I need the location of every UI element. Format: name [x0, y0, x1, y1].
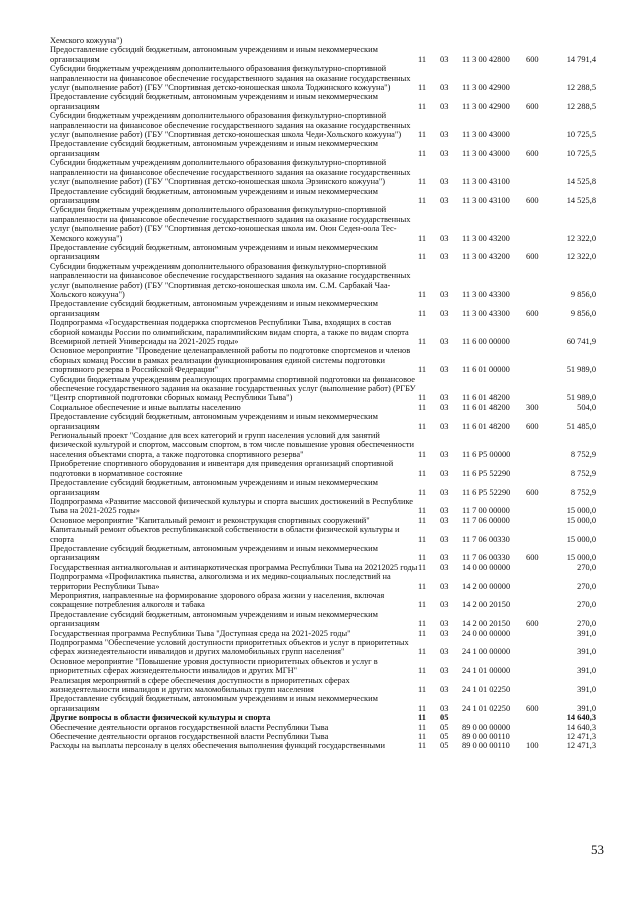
row-section-code: 11 [418, 666, 427, 676]
row-amount: 9 856,0 [570, 308, 596, 318]
table-row [50, 610, 596, 629]
table-row [50, 563, 596, 572]
row-section-code: 11 [418, 741, 427, 751]
row-amount: 51 485,0 [566, 421, 596, 431]
row-section-code: 11 [418, 600, 427, 610]
row-name: Подпрограмма «Государственная поддержка спортсменов Республики Тыва, входящих в состав сборной команды России по олимпийским, паралимпийским видам спорта, а также по видам спорта Всемирной летней Универсиады на 2021-2025 годы» [50, 318, 409, 346]
table-row [50, 544, 596, 563]
row-expense-type-code [526, 431, 550, 459]
table-row [50, 516, 596, 525]
row-name: Подпрограмма «Профилактика пьянства, алкоголизма и их медико-социальных последствий на территории Республики Тыва» [50, 572, 391, 591]
row-name: Предоставление субсидий бюджетным, автономным учреждениям и иным некоммерческим организациям [50, 694, 378, 713]
row-amount: 391,0 [577, 703, 596, 713]
row-expense-type-code [526, 516, 550, 525]
row-subsection-code: 03 [440, 393, 449, 403]
row-amount [550, 36, 596, 45]
row-amount: 14 640,3 [566, 722, 596, 732]
row-name: Предоставление субсидий бюджетным, автономным учреждениям и иным некоммерческим организациям [50, 45, 378, 64]
row-target-article-code: 11 6 P5 00000 [462, 449, 511, 459]
row-name: Субсидии бюджетным учреждениям дополнительного образования физкультурно-спортивной направленности на финансовое обеспечение государственного задания на оказание государственных услуг (выполнение работ) (ГБУ "Спортивная детско-юношеская школа им. С.М. Сарбакай Чаа-Хольского кожууна") [50, 261, 411, 299]
row-subsection-code: 03 [440, 600, 449, 610]
row-name: Подпрограмма "Обеспечение условий доступности приоритетных объектов и услуг в приоритетных сферах жизнедеятельности инвалидов и других маломобильных групп населения" [50, 638, 409, 657]
table-row [50, 45, 596, 64]
row-name: Капитальный ремонт объектов республиканской собственности в области физической культуры и спорта [50, 525, 400, 544]
row-amount: 14 525,8 [566, 177, 596, 187]
row-subsection-code [440, 36, 462, 45]
row-subsection-code: 03 [440, 468, 449, 478]
row-name: Предоставление субсидий бюджетным, автономным учреждениям и иным некоммерческим организациям [50, 543, 378, 563]
row-target-article-code: 11 7 06 00330 [462, 534, 510, 544]
row-expense-type-code [526, 676, 550, 695]
row-subsection-code: 03 [440, 506, 449, 516]
row-expense-type-code [526, 713, 550, 722]
row-section-code: 11 [418, 289, 427, 299]
row-name: Основное мероприятие "Повышение уровня доступности приоритетных объектов и услуг в приоритетных сферах жизнедеятельности инвалидов и других МГН" [50, 656, 378, 676]
row-target-article-code: 11 3 00 43300 [462, 308, 510, 318]
row-expense-type-code [526, 346, 550, 374]
row-subsection-code: 03 [440, 337, 449, 346]
table-row [50, 64, 596, 92]
row-expense-type-code [526, 629, 550, 638]
row-amount: 270,0 [577, 581, 596, 591]
row-section-code: 11 [418, 703, 427, 713]
row-section-code: 11 [418, 534, 427, 544]
table-body [50, 36, 596, 751]
row-amount: 14 640,3 [566, 713, 596, 723]
row-amount: 14 791,4 [566, 54, 596, 64]
row-section-code: 11 [418, 393, 427, 403]
row-subsection-code: 05 [440, 732, 449, 742]
row-expense-type-code: 600 [526, 703, 539, 713]
row-target-article-code: 11 6 01 00000 [462, 365, 510, 375]
row-amount: 270,0 [577, 600, 596, 610]
row-amount: 15 000,0 [566, 553, 596, 563]
row-subsection-code: 03 [440, 252, 449, 262]
row-target-article-code: 11 3 00 43100 [462, 177, 510, 187]
row-expense-type-code [526, 205, 550, 243]
row-subsection-code: 03 [440, 195, 449, 205]
row-target-article-code: 11 3 00 43200 [462, 252, 510, 262]
row-target-article-code: 11 6 01 48200 [462, 402, 510, 412]
row-target-article-code: 11 7 06 00000 [462, 515, 510, 525]
row-subsection-code: 03 [440, 233, 449, 243]
row-amount: 8 752,9 [570, 468, 596, 478]
row-amount: 12 471,3 [566, 732, 596, 742]
row-amount: 10 725,5 [566, 130, 596, 140]
row-expense-type-code: 600 [526, 148, 539, 158]
row-target-article-code: 89 0 00 00110 [462, 741, 510, 751]
row-name: Предоставление субсидий бюджетным, автономным учреждениям и иным некоммерческим организациям [50, 478, 378, 497]
row-name: Государственная антиалкогольная и антинаркотическая программа Республики Тыва на 20212025 годы [50, 562, 418, 572]
table-row [50, 299, 596, 318]
row-subsection-code: 03 [440, 703, 449, 713]
row-subsection-code: 05 [440, 722, 449, 732]
row-section-code: 11 [418, 515, 427, 525]
row-expense-type-code: 600 [526, 308, 539, 318]
row-section-code: 11 [418, 722, 427, 732]
row-section-code: 11 [418, 506, 427, 516]
table-row [50, 525, 596, 544]
table-row [50, 111, 596, 139]
row-subsection-code: 03 [440, 534, 449, 544]
row-section-code: 11 [418, 101, 427, 111]
row-target-article-code: 14 0 00 00000 [462, 562, 511, 572]
table-row [50, 187, 596, 206]
row-name: Региональный проект "Создание для всех категорий и групп населения условий для занятий физической культурой и спортом, массовым спортом, в том числе повышение уровня обеспеченности населения объектами спорта, а также подготовка спортивного резерва" [50, 431, 414, 459]
row-amount: 8 752,9 [570, 487, 596, 497]
row-subsection-code: 03 [440, 177, 449, 187]
row-section-code: 11 [418, 54, 427, 64]
row-subsection-code: 03 [440, 685, 449, 695]
row-target-article-code: 11 3 00 43000 [462, 130, 510, 140]
table-row [50, 732, 596, 741]
row-name: Основное мероприятие "Капитальный ремонт и реконструкция спортивных сооружений" [50, 515, 370, 525]
row-subsection-code: 03 [440, 289, 449, 299]
row-target-article-code: 11 3 00 42900 [462, 101, 510, 111]
row-target-article-code: 24 1 01 00000 [462, 666, 511, 676]
row-section-code: 11 [418, 449, 427, 459]
row-expense-type-code [526, 375, 550, 403]
row-target-article-code: 14 2 00 20150 [462, 619, 511, 629]
row-target-article-code: 11 7 00 00000 [462, 506, 510, 516]
row-target-article-code: 89 0 00 00110 [462, 732, 510, 742]
row-amount: 14 525,8 [566, 195, 596, 205]
row-amount: 15 000,0 [566, 534, 596, 544]
row-amount: 51 989,0 [566, 393, 596, 403]
row-name: Предоставление субсидий бюджетным, автономным учреждениям и иным некоммерческим организациям [50, 412, 378, 431]
table-row [50, 262, 596, 300]
row-name: Реализация мероприятий в сфере обеспечения доступности в приоритетных сферах жизнедеятельности инвалидов и других маломобильных групп населения [50, 675, 350, 695]
table-row [50, 638, 596, 657]
row-subsection-code: 03 [440, 101, 449, 111]
row-expense-type-code: 600 [526, 252, 539, 262]
row-section-code: 11 [418, 308, 427, 318]
row-target-article-code [462, 713, 526, 722]
row-target-article-code [462, 36, 526, 45]
row-target-article-code: 11 3 00 42900 [462, 83, 510, 93]
row-name: Предоставление субсидий бюджетным, автономным учреждениям и иным некоммерческим организациям [50, 299, 378, 318]
row-target-article-code: 24 1 01 02250 [462, 703, 511, 713]
table-row [50, 713, 596, 722]
table-row [50, 205, 596, 243]
row-name: Предоставление субсидий бюджетным, автономным учреждениям и иным некоммерческим организациям [50, 242, 378, 262]
row-section-code: 11 [418, 83, 427, 93]
row-name: Мероприятия, направленные на формирование здорового образа жизни у населения, включая сокращение потребления алкоголя и табака [50, 590, 385, 610]
row-subsection-code: 03 [440, 628, 449, 638]
row-section-code: 11 [418, 685, 427, 695]
row-amount: 51 989,0 [566, 365, 596, 375]
row-target-article-code: 11 7 06 00330 [462, 553, 510, 563]
row-subsection-code: 03 [440, 553, 449, 563]
row-target-article-code: 11 3 00 43200 [462, 233, 510, 243]
row-target-article-code: 24 1 01 02250 [462, 685, 511, 695]
row-subsection-code: 03 [440, 562, 449, 572]
table-row [50, 741, 596, 750]
table-row [50, 431, 596, 459]
row-section-code: 11 [418, 252, 427, 262]
row-expense-type-code [526, 459, 550, 478]
row-section-code: 11 [418, 732, 427, 742]
row-subsection-code: 03 [440, 130, 449, 140]
row-amount: 12 288,5 [566, 101, 596, 111]
row-subsection-code: 03 [440, 515, 449, 525]
row-section-code: 11 [418, 562, 427, 572]
row-section-code: 11 [418, 195, 427, 205]
row-section-code: 11 [418, 581, 427, 591]
row-section-code: 11 [418, 553, 427, 563]
row-expense-type-code [526, 262, 550, 300]
row-amount: 391,0 [577, 628, 596, 638]
row-section-code: 11 [418, 468, 427, 478]
row-expense-type-code: 600 [526, 195, 539, 205]
row-subsection-code: 03 [440, 308, 449, 318]
row-subsection-code: 03 [440, 487, 449, 497]
table-row [50, 497, 596, 516]
row-amount: 9 856,0 [570, 289, 596, 299]
row-amount: 60 741,9 [566, 337, 596, 346]
row-amount: 12 471,3 [566, 741, 596, 751]
row-subsection-code: 03 [440, 449, 449, 459]
row-target-article-code: 89 0 00 00000 [462, 722, 511, 732]
table-row [50, 412, 596, 431]
row-name: Хемского кожууна") [50, 36, 123, 45]
row-expense-type-code: 600 [526, 487, 539, 497]
row-section-code: 11 [418, 130, 427, 140]
row-subsection-code: 03 [440, 365, 449, 375]
table-row [50, 92, 596, 111]
row-subsection-code: 05 [440, 713, 449, 723]
row-target-article-code: 11 6 01 48200 [462, 421, 510, 431]
row-amount: 8 752,9 [570, 449, 596, 459]
budget-table [50, 36, 596, 751]
row-subsection-code: 03 [440, 421, 449, 431]
row-name: Предоставление субсидий бюджетным, автономным учреждениям и иным некоммерческим организациям [50, 186, 378, 205]
row-amount: 12 288,5 [566, 83, 596, 93]
row-expense-type-code: 600 [526, 421, 539, 431]
row-name: Субсидии бюджетным учреждениям дополнительного образования физкультурно-спортивной направленности на финансовое обеспечение государственного задания на оказание государственных услуг (выполнение работ) (ГБУ "Спортивная детско-юношеская школа Эрзинского кожууна") [50, 158, 411, 187]
row-section-code: 11 [418, 148, 427, 158]
row-expense-type-code [526, 158, 550, 186]
row-expense-type-code [526, 525, 550, 544]
table-row [50, 318, 596, 346]
row-target-article-code: 11 3 00 43300 [462, 289, 510, 299]
row-target-article-code: 24 0 00 00000 [462, 628, 511, 638]
page-number: 53 [591, 842, 604, 857]
table-row [50, 723, 596, 732]
row-expense-type-code [526, 732, 550, 741]
row-amount: 10 725,5 [566, 148, 596, 158]
table-row [50, 629, 596, 638]
row-expense-type-code: 600 [526, 619, 539, 629]
row-expense-type-code: 100 [526, 741, 539, 751]
row-subsection-code: 03 [440, 647, 449, 657]
row-amount: 12 322,0 [566, 233, 596, 243]
table-row [50, 591, 596, 610]
row-amount: 504,0 [577, 402, 596, 412]
row-subsection-code: 03 [440, 148, 449, 158]
row-subsection-code: 03 [440, 54, 449, 64]
table-row [50, 572, 596, 591]
row-subsection-code: 03 [440, 666, 449, 676]
row-name: Субсидии бюджетным учреждениям дополнительного образования физкультурно-спортивной направленности на финансовое обеспечение государственного задания на оказание государственных услуг (выполнение работ) (ГБУ "Спортивная детско-юношеская школа Чеди-Хольского кожууна") [50, 111, 411, 140]
row-name: Предоставление субсидий бюджетным, автономным учреждениям и иным некоммерческим организациям [50, 609, 378, 629]
row-subsection-code: 03 [440, 619, 449, 629]
row-section-code: 11 [418, 628, 427, 638]
row-target-article-code: 14 2 00 00000 [462, 581, 511, 591]
row-name: Основное мероприятие "Проведение целенаправленной работы по подготовке спортсменов и членов сборных команд России в рамках реализации функционирования единой системы подготовки спортивного резерва в Российской Федерации" [50, 346, 411, 375]
row-name: Социальное обеспечение и иные выплаты населению [50, 402, 241, 412]
row-amount: 270,0 [577, 619, 596, 629]
row-section-code: 11 [418, 487, 427, 497]
row-expense-type-code [526, 572, 550, 591]
row-amount: 391,0 [577, 647, 596, 657]
row-section-code: 11 [418, 365, 427, 375]
row-name: Субсидии бюджетным учреждениям дополнительного образования физкультурно-спортивной направленности на финансовое обеспечение государственного задания на оказание государственных услуг (выполнение работ) (ГБУ "Спортивная детско-юношеская школа им. Оюн Седен-оола Тес-Хемского кожууна") [50, 205, 411, 243]
row-expense-type-code [526, 36, 550, 45]
row-target-article-code: 11 6 P5 52290 [462, 468, 511, 478]
row-expense-type-code [526, 64, 550, 92]
row-amount: 391,0 [577, 685, 596, 695]
row-section-code: 11 [418, 713, 426, 723]
row-target-article-code: 11 3 00 43100 [462, 195, 510, 205]
row-expense-type-code [526, 638, 550, 657]
table-row [50, 478, 596, 497]
row-expense-type-code: 300 [526, 402, 539, 412]
row-expense-type-code [526, 657, 550, 676]
row-subsection-code: 03 [440, 581, 449, 591]
table-row [50, 676, 596, 695]
row-section-code: 11 [418, 647, 427, 657]
row-section-code [418, 36, 440, 45]
row-subsection-code: 03 [440, 83, 449, 93]
row-expense-type-code [526, 318, 550, 346]
row-section-code: 11 [418, 402, 427, 412]
row-section-code: 11 [418, 337, 427, 346]
row-target-article-code: 11 3 00 43000 [462, 148, 510, 158]
row-section-code: 11 [418, 619, 427, 629]
row-target-article-code: 11 6 P5 52290 [462, 487, 511, 497]
row-expense-type-code [526, 497, 550, 516]
row-amount: 15 000,0 [566, 515, 596, 525]
row-target-article-code: 11 3 00 42800 [462, 54, 510, 64]
table-row [50, 403, 596, 412]
row-section-code: 11 [418, 233, 427, 243]
row-subsection-code: 03 [440, 402, 449, 412]
row-name: Обеспечение деятельности органов государственной власти Республики Тыва [50, 722, 329, 732]
table-row [50, 375, 596, 403]
row-name: Субсидии бюджетным учреждениям реализующих программы спортивной подготовки на финансовое обеспечение государственного задания на оказание государственных услуг (выполнение работ) (РГБУ "Центр спортивной подготовки сборных команд Республики Тыва") [50, 374, 416, 403]
row-name: Подпрограмма «Развитие массовой физической культуры и спорта высших достижений в Республике Тыва на 2021-2025 годы» [50, 496, 414, 516]
row-amount: 12 322,0 [566, 252, 596, 262]
row-section-code: 11 [418, 421, 427, 431]
row-expense-type-code: 600 [526, 553, 539, 563]
row-name: Государственная программа Республики Тыва "Доступная среда на 2021-2025 годы" [50, 628, 351, 638]
row-expense-type-code: 600 [526, 101, 539, 111]
row-name: Расходы на выплаты персоналу в целях обеспечения выполнения функций государственными [50, 741, 385, 751]
row-target-article-code: 14 2 00 20150 [462, 600, 511, 610]
row-expense-type-code [526, 563, 550, 572]
row-name: Субсидии бюджетным учреждениям дополнительного образования физкультурно-спортивной направленности на финансовое обеспечение государственного задания на оказание государственных услуг (выполнение работ) (ГБУ "Спортивная детско-юношеская школа Тоджинского кожууна") [50, 64, 411, 93]
row-expense-type-code [526, 111, 550, 139]
table-row [50, 139, 596, 158]
row-target-article-code: 11 6 00 00000 [462, 337, 510, 346]
row-subsection-code: 05 [440, 741, 449, 751]
row-expense-type-code [526, 591, 550, 610]
table-row [50, 694, 596, 713]
row-name: Предоставление субсидий бюджетным, автономным учреждениям и иным некоммерческим организациям [50, 139, 378, 158]
table-row [50, 36, 596, 45]
table-row [50, 346, 596, 374]
row-expense-type-code: 600 [526, 54, 539, 64]
table-row [50, 657, 596, 676]
table-row [50, 459, 596, 478]
row-expense-type-code [526, 723, 550, 732]
row-name: Другие вопросы в области физической культуры и спорта [50, 713, 271, 723]
row-section-code: 11 [418, 177, 427, 187]
row-amount: 391,0 [577, 666, 596, 676]
table-row [50, 158, 596, 186]
row-target-article-code: 24 1 00 00000 [462, 647, 511, 657]
row-amount: 15 000,0 [566, 506, 596, 516]
row-name: Обеспечение деятельности органов государственной власти Республики Тыва [50, 732, 329, 742]
row-name: Предоставление субсидий бюджетным, автономным учреждениям и иным некоммерческим организациям [50, 92, 378, 111]
row-target-article-code: 11 6 01 48200 [462, 393, 510, 403]
row-name: Приобретение спортивного оборудования и инвентаря для приведения организаций спортивной подготовки в нормативное состояние [50, 459, 394, 478]
table-row [50, 243, 596, 262]
row-amount: 270,0 [577, 562, 596, 572]
